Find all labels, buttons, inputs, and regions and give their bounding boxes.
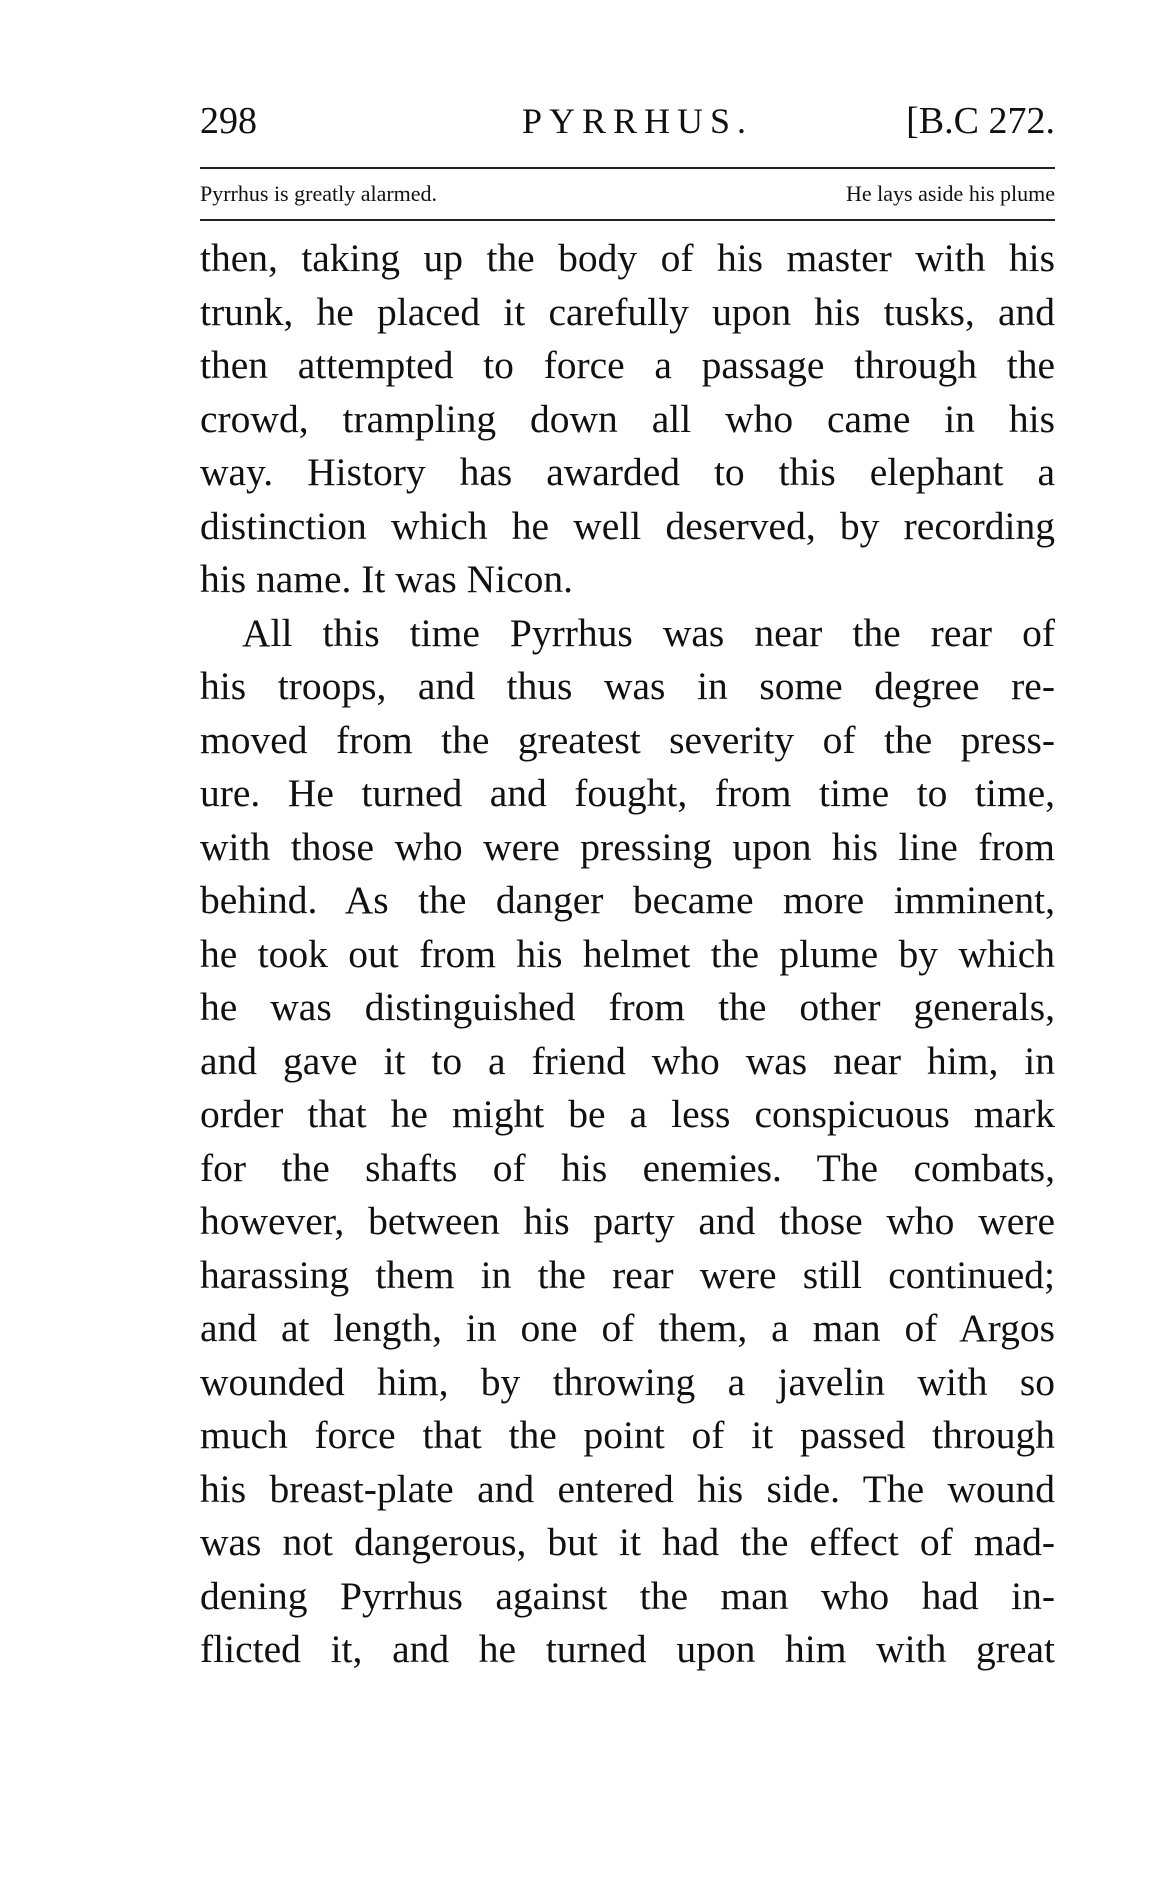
text-line: distinction which he well deserved, by recording (200, 503, 1055, 548)
header-rule-bottom (200, 219, 1055, 221)
text-line: he was distinguished from the other generals, (200, 985, 1055, 1029)
paragraph-2 (200, 607, 1055, 1677)
text-line: with those who were pressing upon his line from (200, 824, 1055, 869)
text-line: moved from the greatest severity of the press- (200, 717, 1055, 762)
text-line: crowd, trampling down all who came in his (200, 396, 1055, 441)
text-line: for the shafts of his enemies. The combats, (200, 1145, 1055, 1190)
text-line: wounded him, by throwing a javelin with so (200, 1359, 1055, 1404)
text-line: however, between his party and those who were (200, 1199, 1055, 1243)
text-line: harassing them in the rear were still continued; (200, 1252, 1055, 1297)
running-head (200, 96, 1055, 146)
text-line: trunk, he placed it carefully upon his tusks, and (200, 289, 1055, 334)
paragraph-1 (200, 232, 1055, 607)
side-notes (200, 175, 1055, 213)
text-line: his troops, and thus was in some degree re- (200, 664, 1055, 708)
text-line: All this time Pyrrhus was near the rear of (242, 610, 1055, 655)
side-note-left: Pyrrhus is greatly alarmed. (200, 181, 438, 206)
side-note-right: He lays aside his plume (846, 181, 1055, 206)
text-line: his breast-plate and entered his side. The wound (200, 1466, 1055, 1511)
page-number: 298 (200, 100, 257, 142)
text-line: and gave it to a friend who was near him, in (200, 1038, 1055, 1083)
text-line: and at length, in one of them, a man of Argos (200, 1306, 1055, 1350)
text-line: his name. It was Nicon. (200, 557, 573, 601)
text-line: he took out from his helmet the plume by which (200, 931, 1055, 976)
text-line: order that he might be a less conspicuous mark (200, 1092, 1055, 1136)
text-line: ure. He turned and fought, from time to time, (200, 771, 1055, 815)
text-line: behind. As the danger became more imminent, (200, 878, 1055, 922)
text-line: flicted it, and he turned upon him with great (200, 1627, 1055, 1671)
text-line: much force that the point of it passed through (200, 1413, 1055, 1457)
header-rule-top (200, 167, 1055, 169)
date-reference: [B.C 272. (906, 100, 1055, 142)
book-title: PYRRHUS. (522, 101, 754, 141)
text-line: was not dangerous, but it had the effect of mad- (200, 1520, 1055, 1564)
text-line: then, taking up the body of his master with his (200, 236, 1055, 280)
text-line: way. History has awarded to this elephant a (200, 450, 1055, 494)
body-text (200, 232, 1055, 1677)
text-line: then attempted to force a passage through the (200, 343, 1055, 387)
text-line: dening Pyrrhus against the man who had in- (200, 1573, 1055, 1618)
